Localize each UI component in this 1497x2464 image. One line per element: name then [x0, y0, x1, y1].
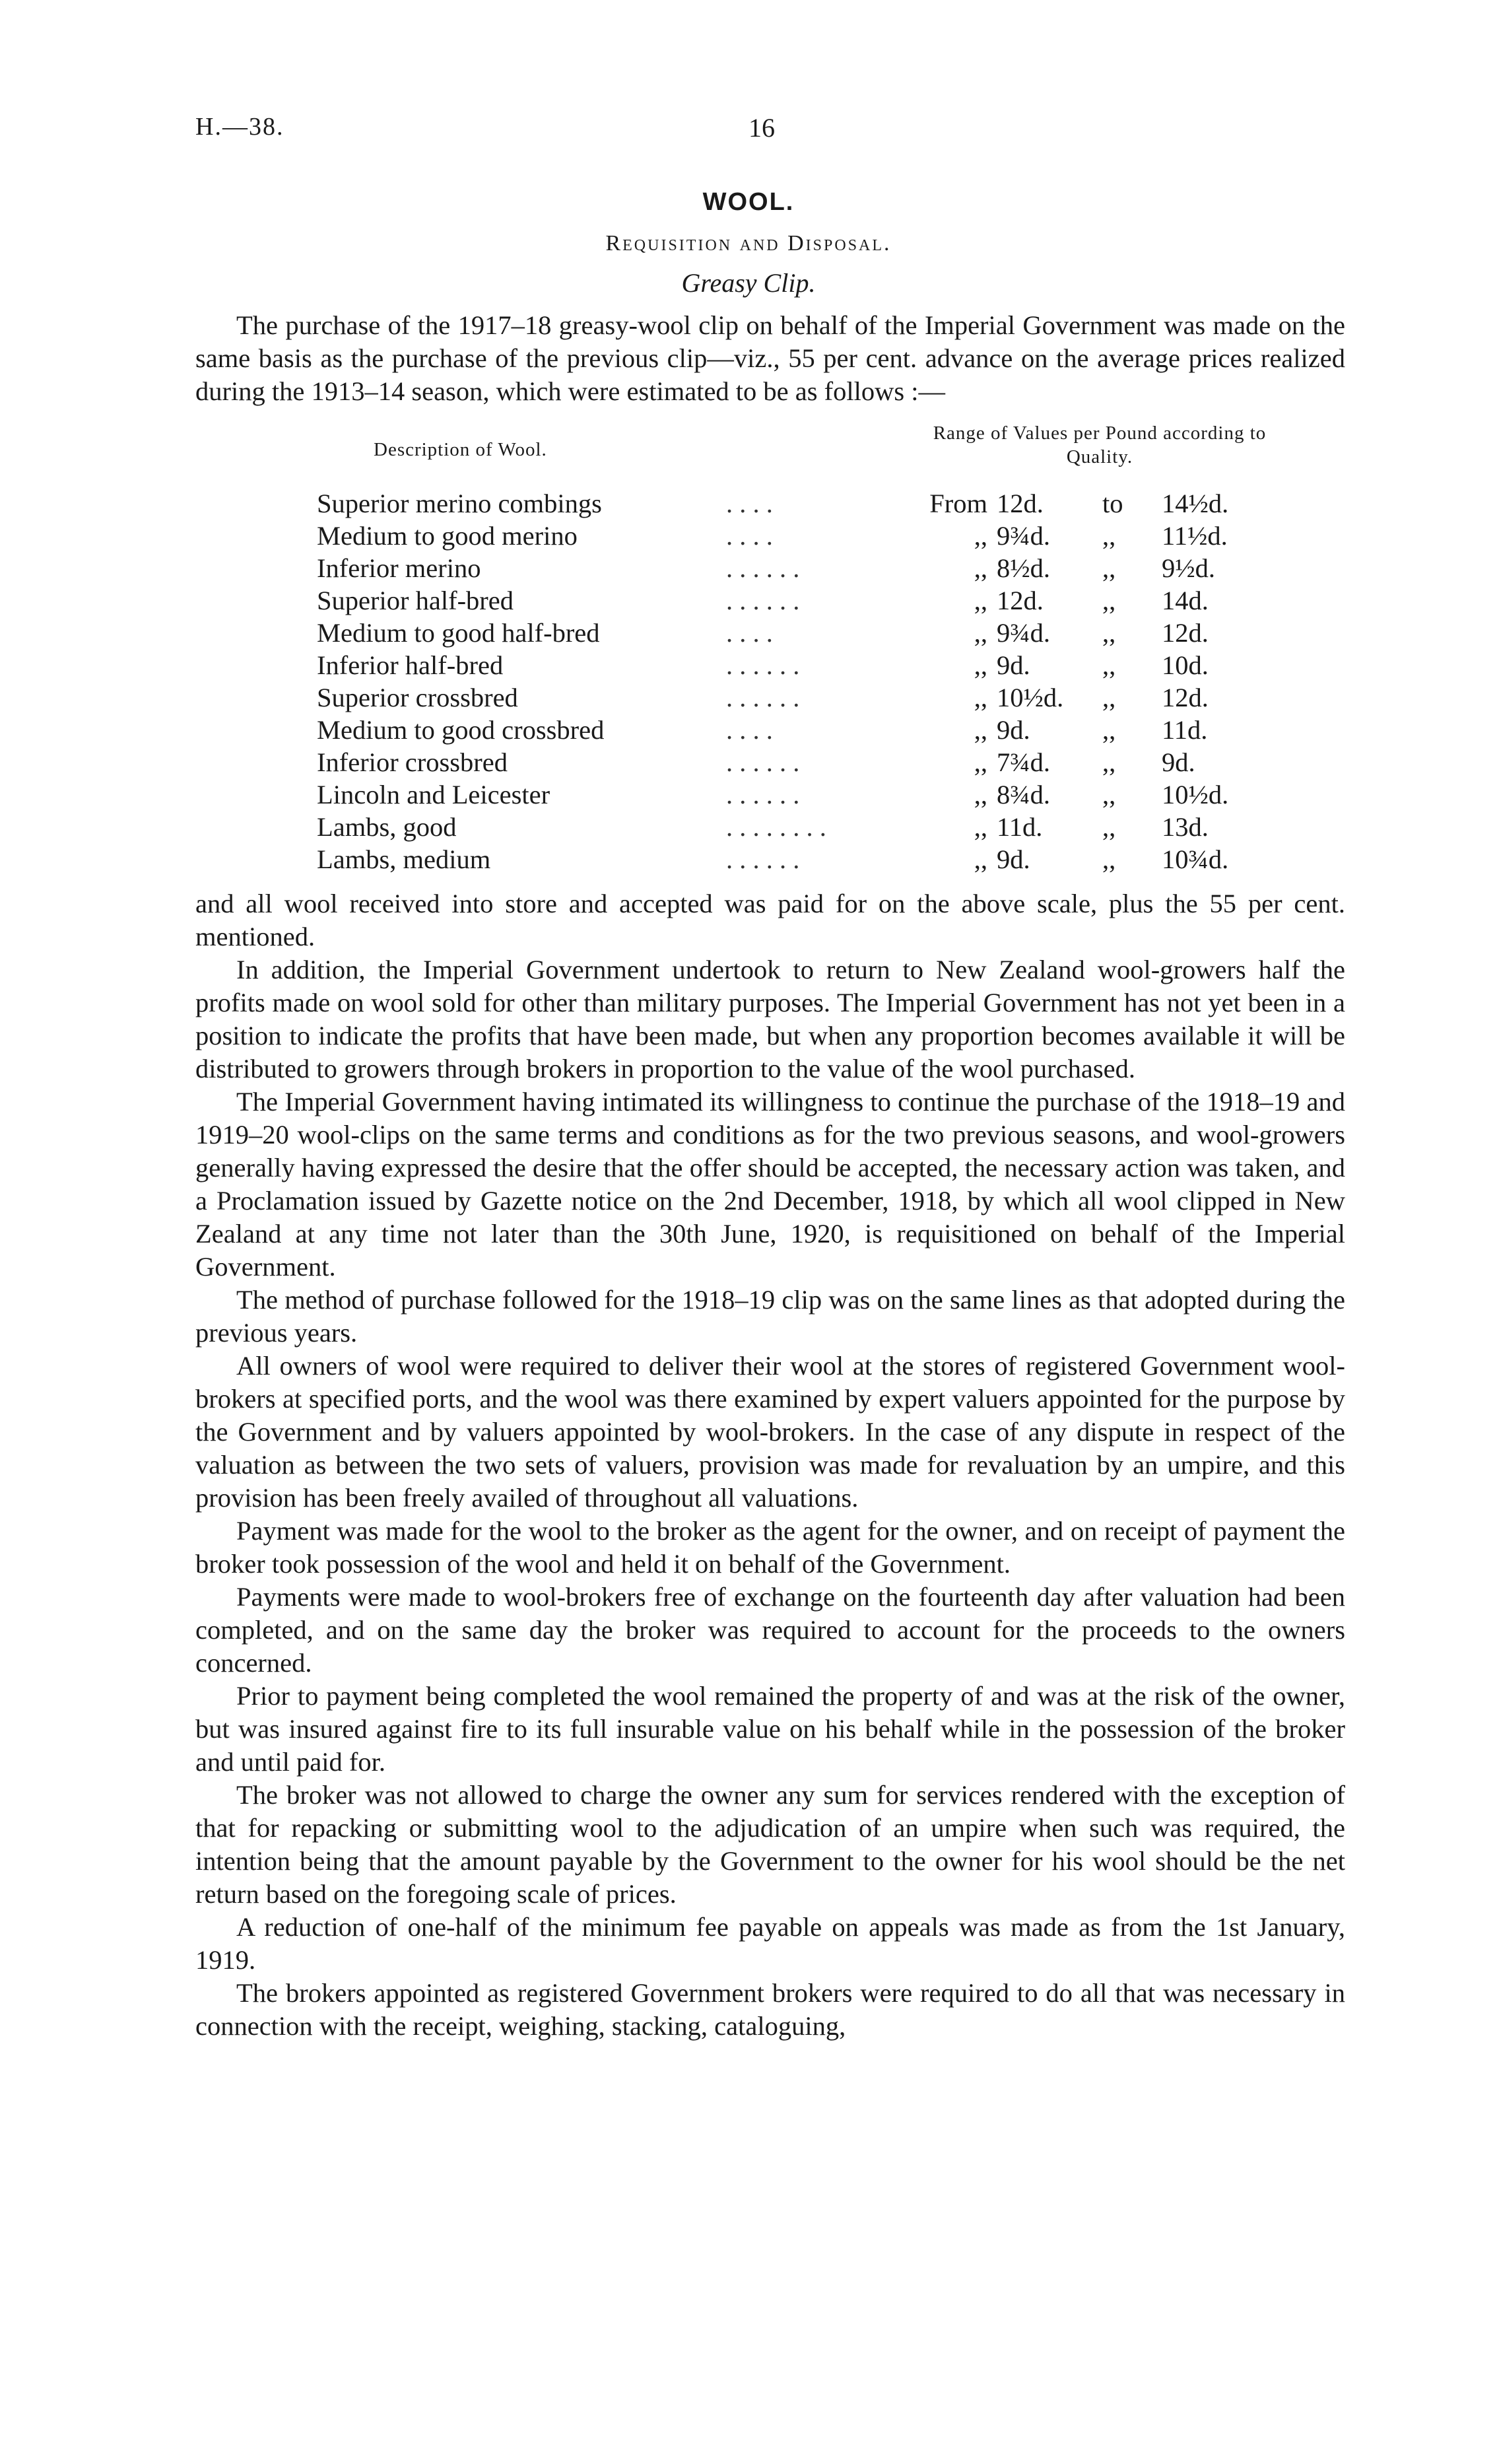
leader-dots: . . . . . . . .	[726, 812, 826, 842]
wool-description: Lincoln and Leicester	[317, 780, 550, 809]
range-low-value: 9d.	[997, 715, 1030, 745]
wool-description: Lambs, good	[317, 812, 457, 842]
range-to: ,,	[1102, 715, 1116, 745]
table-row	[317, 520, 1267, 552]
range-high-value: 12d.	[1162, 618, 1209, 648]
range-low-value: 7¾d.	[997, 747, 1050, 777]
range-high-value: 10d.	[1162, 650, 1209, 680]
range-from: ,,	[974, 747, 987, 777]
document-reference: H.—38.	[195, 113, 284, 141]
leader-dots: . . . . . .	[726, 586, 800, 615]
range-from: ,,	[974, 618, 987, 648]
table-row	[317, 617, 1267, 649]
paragraph: Payment was made for the wool to the broker as the agent for the owner, and on receipt of payment the broker took possession of the wool and held it on behalf of the Government.	[195, 1516, 1345, 1579]
table-row	[317, 649, 1267, 681]
leader-dots: . . . .	[726, 489, 773, 518]
range-from: ,,	[974, 586, 987, 615]
range-low-value: 11d.	[997, 812, 1043, 842]
range-from: ,,	[974, 650, 987, 680]
wool-description: Superior half-bred	[317, 586, 514, 615]
leader-dots: . . . . . .	[726, 844, 800, 874]
range-from: ,,	[974, 844, 987, 874]
section-subtitle: Requisition and Disposal.	[605, 231, 892, 256]
leader-dots: . . . . . .	[726, 780, 800, 809]
table-row	[317, 681, 1267, 714]
range-from: ,,	[974, 780, 987, 809]
range-from: ,,	[974, 521, 987, 551]
range-to: ,,	[1102, 747, 1116, 777]
wool-description: Medium to good crossbred	[317, 715, 605, 745]
leader-dots: . . . .	[726, 715, 773, 745]
wool-description: Inferior merino	[317, 553, 481, 583]
range-high-value: 10½d.	[1162, 780, 1229, 809]
page-header	[195, 112, 1344, 152]
leader-dots: . . . . . .	[726, 650, 800, 680]
paragraph: The method of purchase followed for the 1918–19 clip was on the same lines as that adopted during the previous years.	[195, 1285, 1345, 1348]
range-low-value: 12d.	[997, 489, 1044, 518]
range-low-value: 8¾d.	[997, 780, 1050, 809]
wool-description: Superior merino combings	[317, 489, 602, 518]
range-high-value: 12d.	[1162, 683, 1209, 712]
table-row	[317, 584, 1267, 617]
leader-dots: . . . . . .	[726, 683, 800, 712]
paragraph: and all wool received into store and accepted was paid for on the above scale, plus the 55 per cent. mentioned.	[195, 889, 1345, 951]
range-from: From	[929, 489, 987, 518]
range-to: ,,	[1102, 553, 1116, 583]
range-low-value: 9¾d.	[997, 618, 1050, 648]
paragraph: Payments were made to wool-brokers free of exchange on the fourteenth day after valuation had been completed, and on the same day the broker was required to account for the proceeds to the owners concerned.	[195, 1582, 1345, 1678]
range-from: ,,	[974, 715, 987, 745]
paragraph: The brokers appointed as registered Government brokers were required to do all that was necessary in connection with the receipt, weighing, stacking, cataloguing,	[195, 1978, 1345, 2041]
range-low-value: 12d.	[997, 586, 1044, 615]
wool-description: Inferior half-bred	[317, 650, 504, 680]
leader-dots: . . . . . .	[726, 747, 800, 777]
paragraph: In addition, the Imperial Government undertook to return to New Zealand wool-growers half the profits made on wool sold for other than military purposes. The Imperial Government has not yet been in a position to indicate the profits that have been made, but when any proportion becomes available it will be distributed to growers through brokers in proportion to the value of the wool purchased.	[195, 955, 1345, 1083]
range-high-value: 14d.	[1162, 586, 1209, 615]
paragraph: The Imperial Government having intimated its willingness to continue the purchase of the 1918–19 and 1919–20 wool-clips on the same terms and conditions as for the two previous seasons, and wool-growers generally having expressed the desire that the offer should be accepted, the necessary action was taken, and a Proclamation issued by Gazette notice on the 2nd December, 1918, by which all wool clipped in New Zealand at any time not later than the 30th June, 1920, is requisitioned on behalf of the Imperial Government.	[195, 1087, 1345, 1282]
table-header	[195, 408, 1345, 487]
column-header-range: Range of Values per Pound according to Quality.	[933, 423, 1267, 467]
paragraph: The broker was not allowed to charge the owner any sum for services rendered with the exception of that for repacking or submitting wool to the adjudication of an umpire when such was required, the intention being that the amount payable by the Government to the owner for his wool should be the net return based on the foregoing scale of prices.	[195, 1780, 1345, 1909]
range-high-value: 11½d.	[1162, 521, 1228, 551]
range-low-value: 9d.	[997, 844, 1030, 874]
range-to: ,,	[1102, 780, 1116, 809]
column-header-description: Description of Wool.	[374, 439, 547, 460]
range-from: ,,	[974, 553, 987, 583]
range-low-value: 9d.	[997, 650, 1030, 680]
range-to: ,,	[1102, 844, 1116, 874]
wool-description: Medium to good half-bred	[317, 618, 600, 648]
range-to: ,,	[1102, 812, 1116, 842]
paragraph: Prior to payment being completed the wool remained the property of and was at the risk of the owner, but was insured against fire to its full insurable value on his behalf while in the possession of the broker and until paid for.	[195, 1681, 1345, 1777]
range-to: ,,	[1102, 521, 1116, 551]
wool-values-table	[317, 487, 1267, 875]
wool-description: Inferior crossbred	[317, 747, 508, 777]
range-high-value: 14½d.	[1162, 489, 1229, 518]
range-high-value: 11d.	[1162, 715, 1208, 745]
document-body	[195, 309, 1345, 2043]
section-subsubtitle: Greasy Clip.	[681, 268, 816, 298]
paragraph: A reduction of one-half of the minimum fee payable on appeals was made as from the 1st January, 1919.	[195, 1912, 1345, 1975]
range-to: ,,	[1102, 618, 1116, 648]
range-from: ,,	[974, 683, 987, 712]
leader-dots: . . . .	[726, 521, 773, 551]
range-to: ,,	[1102, 650, 1116, 680]
intro-paragraph: The purchase of the 1917–18 greasy-wool clip on behalf of the Imperial Government was made on the same basis as the purchase of the previous clip—viz., 55 per cent. advance on the average prices realized during the 1913–14 season, which were estimated to be as follows :—	[195, 310, 1345, 406]
leader-dots: . . . . . .	[726, 553, 800, 583]
table-row	[317, 778, 1267, 811]
range-to: to	[1102, 489, 1123, 518]
range-high-value: 9½d.	[1162, 553, 1215, 583]
range-to: ,,	[1102, 683, 1116, 712]
wool-description: Superior crossbred	[317, 683, 518, 712]
range-low-value: 9¾d.	[997, 521, 1050, 551]
range-to: ,,	[1102, 586, 1116, 615]
paragraph: All owners of wool were required to deliver their wool at the stores of registered Government wool-brokers at specified ports, and the wool was there examined by expert valuers appointed for the purpose by the Government and by valuers appointed by wool-brokers. In the case of any dispute in respect of the valuation as between the two sets of valuers, provision was made for revaluation by an umpire, and this provision has been freely availed of throughout all valuations.	[195, 1351, 1345, 1513]
table-row	[317, 843, 1267, 875]
table-row	[317, 552, 1267, 584]
table-row	[317, 487, 1267, 520]
range-low-value: 10½d.	[997, 683, 1064, 712]
table-row	[317, 811, 1267, 843]
table-row	[317, 714, 1267, 746]
table-row	[317, 746, 1267, 778]
range-high-value: 9d.	[1162, 747, 1195, 777]
range-from: ,,	[974, 812, 987, 842]
page-number: 16	[748, 113, 775, 143]
section-title: WOOL.	[702, 188, 795, 216]
range-high-value: 10¾d.	[1162, 844, 1229, 874]
range-high-value: 13d.	[1162, 812, 1209, 842]
range-low-value: 8½d.	[997, 553, 1050, 583]
wool-description: Medium to good merino	[317, 521, 578, 551]
leader-dots: . . . .	[726, 618, 773, 648]
wool-description: Lambs, medium	[317, 844, 491, 874]
